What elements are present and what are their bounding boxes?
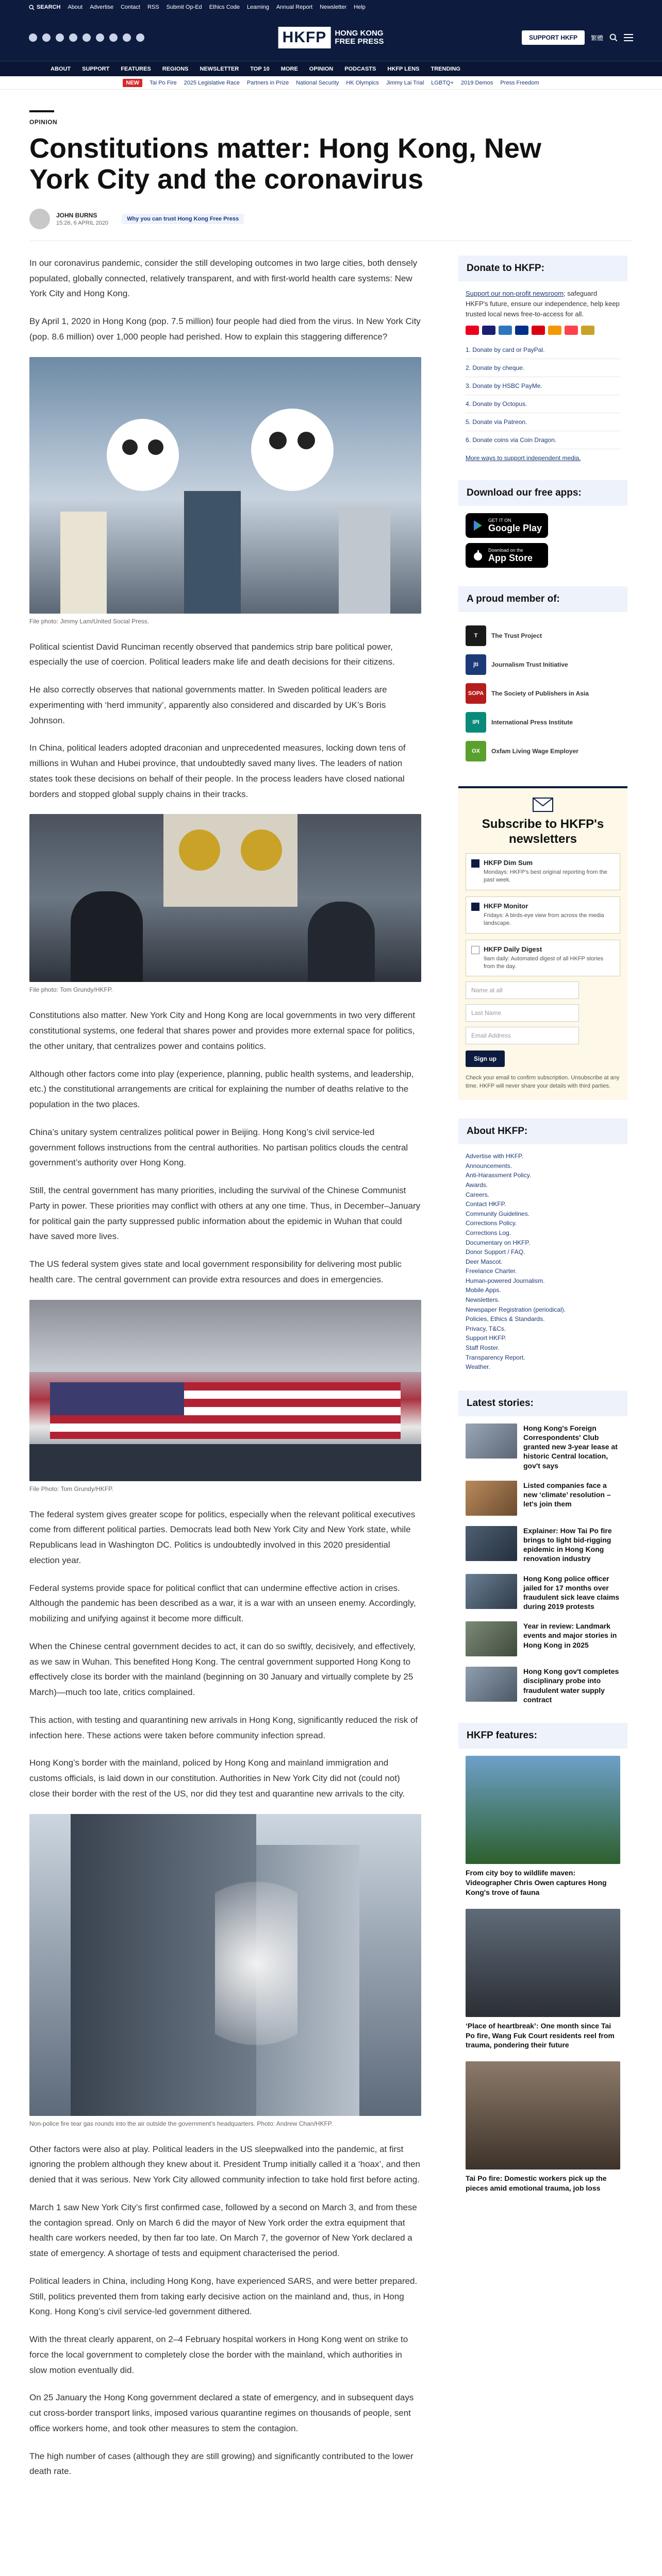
member-name: The Society of Publishers in Asia [491,690,589,698]
newsletter-note: Check your email to confirm subscription. Unsubscribe at any time. HKFP will never share your details with third parties. [466,1075,620,1090]
paragraph: March 1 saw New York City’s first confirmed case, followed by a second on March 3, and from these the contagion spread. Only on March 6 did the mayor of New York order the extra equipment that health care workers needed, by then far too late. On March 7, the governor of New York declared a state of emergency. A shortage of tests and equipment characterised the period. [29,2202,417,2259]
paragraph: Constitutions also matter. New York City and Hong Kong are local governments in two very different constitutional systems, one federal that shares power and provides more external space for politics, the other unitary, that centralizes power and contains politics. [29,1010,416,1051]
email-field[interactable]: Email Address [466,1027,579,1044]
option-desc: 9am daily: Automated digest of all HKFP stories from the day. [484,955,604,970]
member-item[interactable] [466,621,620,650]
member-item[interactable] [466,679,620,708]
new-badge: NEW [123,79,142,87]
trending-item[interactable]: Partners in Prize [246,79,289,86]
donate-option[interactable]: 5. Donate via Patreon. [466,413,620,431]
option-desc: Fridays: A birds-eye view from across the media landscape. [484,912,604,927]
paragraph: By April 1, 2020 in Hong Kong (pop. 7.5 million) four people had died from the virus. In New York City (pop. 8.6 million) over 1,000 people had perished. How to explain this staggering difference? [29,316,421,342]
linkedin-icon[interactable] [96,33,104,42]
about-link[interactable]: Newsletters. [466,1296,500,1304]
search-icon [29,5,35,10]
checkbox[interactable] [471,946,479,954]
about-heading: About HKFP: [458,1118,627,1144]
about-link[interactable]: Human-powered Journalism. [466,1277,545,1284]
article-figure [29,814,421,993]
top-link-submit-oped[interactable]: Submit Op-Ed [166,4,202,10]
feature-story[interactable] [458,1756,627,1897]
paragraph: Other factors were also at play. Political leaders in the US sleepwalked into the pandemic, at first ignoring the problem although they knew about it. President Trump initially called it a ‘hoax’, and then denied that it was serious. New York City allowed community infection to take hold first before acting. [29,2144,420,2185]
masthead [0,14,662,61]
paragraph: Political scientist David Runciman recently observed that pandemics strip bare political power, especially the use of coercion. Political leaders make life and death decisions for their citizens. [29,641,395,667]
app-store-big: App Store [488,552,533,563]
article-photo [29,1814,421,2116]
latest-story[interactable] [458,1574,627,1612]
top-link-learning[interactable]: Learning [247,4,269,10]
nav-opinion[interactable]: OPINION [309,65,334,72]
youtube-icon[interactable] [82,33,91,42]
story-thumbnail [466,1423,517,1459]
paragraph: This action, with testing and quarantining new arrivals in Hong Kong, significantly reduced the risk of infection here. These actions were taken before community infection spread. [29,1715,418,1740]
article-photo [29,1300,421,1481]
logo-name-line-2: FREE PRESS [335,37,384,46]
top-link-rss[interactable]: RSS [147,4,159,10]
about-link[interactable]: Donor Support / FAQ. [466,1248,525,1256]
oxfam-logo: OX [466,741,486,761]
option-name: HKFP Dim Sum [484,858,533,867]
about-link[interactable]: Documentary on HKFP. [466,1239,531,1246]
play-store-icon [472,519,484,532]
byline [29,209,633,229]
story-title[interactable]: Hong Kong's Foreign Correspondents' Club granted new 3-year lease at historic Central location, gov't says [523,1423,618,1470]
top-link-annual-report[interactable]: Annual Report [276,4,313,10]
envelope-icon [533,798,553,812]
paragraph: The federal system gives greater scope for politics, especially when the relevant political executives come from different political parties. Democrats lead both New York City and New York state, while Republicans lead in Washington DC. Politics is undoubtedly involved in this 2020 presidential election year. [29,1509,416,1565]
top-link-advertise[interactable]: Advertise [90,4,114,10]
visa-icon [482,326,495,335]
google-play-badge[interactable] [466,513,548,538]
nav-regions[interactable]: REGIONS [162,65,189,72]
trust-link[interactable]: Why you can trust Hong Kong Free Press [122,214,244,224]
trending-item[interactable]: LGBTQ+ [431,79,454,86]
story-title[interactable]: Hong Kong gov't completes disciplinary probe into fraudulent water supply contract [523,1667,619,1704]
paragraph: He also correctly observes that national governments matter. In Sweden political leaders are experimenting with ‘herd immunity’, apparently also considered and discarded by UK’s Boris Johnson. [29,685,387,725]
social-icons [29,33,144,42]
newsletter-widget [458,786,627,1100]
checkbox[interactable] [471,903,479,911]
latest-story[interactable] [458,1481,627,1516]
latest-story[interactable] [458,1667,627,1704]
checkbox[interactable] [471,859,479,868]
story-title[interactable]: Explainer: How Tai Po fire brings to light bid-rigging epidemic in Hong Kong renovation industry [523,1526,612,1563]
top-link-newsletter[interactable]: Newsletter [320,4,347,10]
feature-title[interactable]: Tai Po fire: Domestic workers pick up the pieces amid emotional trauma, job loss [466,2174,607,2193]
sidebar [458,256,627,2492]
article-figure [29,1814,421,2127]
top-link-contact[interactable]: Contact [121,4,140,10]
latest-heading: Latest stories: [458,1391,627,1416]
patreon-icon [565,326,578,335]
paragraph: Still, the central government has many priorities, including the survival of the Chinese Communist Party in power. These priorities may conflict with others at any one time. Thus, in December–January for political gain the party suppressed public information about the epidemic in Wuhan that could have saved more lives. [29,1185,421,1242]
twitter-icon[interactable] [29,33,37,42]
telegram-icon[interactable] [109,33,118,42]
facebook-icon[interactable] [42,33,51,42]
about-link[interactable]: Careers. [466,1191,490,1198]
threads-icon[interactable] [69,33,77,42]
trending-item[interactable]: Tai Po Fire [150,79,177,86]
trending-item[interactable]: Press Freedom [500,79,539,86]
donate-text [458,289,627,319]
instagram-icon[interactable] [56,33,64,42]
about-link[interactable]: Freelance Charter. [466,1267,517,1275]
paragraph: On 25 January the Hong Kong government declared a state of emergency, and in subsequent days cut cross-border transport links, imposed various quarantine regimes on thousands of people, sent office workers home, and took other measures to stem the contagion. [29,2393,414,2433]
trending-item[interactable]: National Security [296,79,339,86]
feature-image [466,1909,620,2017]
apple-icon [472,549,484,562]
paragraph: In China, political leaders adopted draconian and unprecedented measures, locking down tens of millions in Wuhan and Hubei province, that undoubtedly saved many lives. The leaders of nation states took these decisions on behalf of their people. In the process leaders have closed national borders and stopped global supply chains in their tracks. [29,743,406,799]
story-thumbnail [466,1574,517,1609]
latest-story[interactable] [458,1423,627,1470]
article-figure [29,1300,421,1493]
article-category[interactable]: OPINION [29,118,58,126]
more-ways-link[interactable]: More ways to support independent media. [466,454,581,462]
kicker-rule [29,110,54,112]
features-widget [458,1723,627,2193]
signup-button[interactable]: Sign up [466,1050,505,1067]
first-name-field[interactable]: Name at all [466,981,579,999]
feature-story[interactable] [458,1909,627,2050]
donate-option[interactable]: 2. Donate by cheque. [466,359,620,377]
search-label: SEARCH [37,4,61,10]
nav-top10[interactable]: TOP 10 [250,65,270,72]
paragraph: In our coronavirus pandemic, consider the still developing outcomes in two large cities, both densely populated, globally connected, relatively transparent, and with first-world health care systems: New York City and Hong Kong. [29,258,418,299]
app-store-small: Download on the [488,547,523,553]
apps-heading: Download our free apps: [458,480,627,506]
jti-logo: jti [466,654,486,675]
app-store-badge[interactable] [466,543,548,568]
newsletter-title: Subscribe to HKFP's newsletters [482,817,604,846]
nav-about[interactable]: ABOUT [51,65,71,72]
option-name: HKFP Monitor [484,902,528,910]
paragraph: Although other factors come into play (experience, planning, public health systems, and leadership, etc.) the constitutional arrangements are critical for explaining the number of deaths relative to the population in the two places. [29,1069,414,1110]
about-link[interactable]: Awards. [466,1181,488,1189]
features-heading: HKFP features: [458,1723,627,1749]
member-name: International Press Institute [491,719,573,726]
article-body [29,256,421,2492]
story-thumbnail [466,1621,517,1656]
donate-option[interactable]: 1. Donate by card or PayPal. [466,341,620,359]
top-link-ethics-code[interactable]: Ethics Code [209,4,240,10]
about-link[interactable]: Privacy, T&Cs. [466,1325,506,1332]
donate-option[interactable]: 4. Donate by Octopus. [466,395,620,413]
story-thumbnail [466,1667,517,1702]
menu-icon[interactable] [624,34,633,41]
story-title[interactable]: Hong Kong police officer jailed for 17 months over fraudulent sick leave claims during 2019 protests [523,1574,619,1611]
last-name-field[interactable]: Last Name [466,1004,579,1022]
story-title[interactable]: Year in review: Landmark events and major stories in Hong Kong in 2025 [523,1622,617,1649]
site-logo[interactable] [278,27,384,48]
story-title[interactable]: Listed companies face a new ‘climate’ resolution – let's join them [523,1481,611,1509]
member-name: Journalism Trust Initiative [491,661,568,669]
story-thumbnail [466,1526,517,1561]
nav-more[interactable]: MORE [280,65,298,72]
mastodon-icon[interactable] [123,33,131,42]
newsletter-option-digest[interactable] [466,940,620,977]
paragraph: China’s unitary system centralizes political power in Beijing. Hong Kong’s civil service-led government follows instructions from the central authorities. No partisan politics clouds the central government’s authority over Hong Kong. [29,1127,408,1168]
coin-icon [581,326,594,335]
donate-text-rest: ; safeguard HKFP's future, ensure our independence, help keep trusted local news free-to-access for all. [466,289,620,318]
member-name: Oxfam Living Wage Employer [491,748,578,755]
octopus-icon [548,326,561,335]
feature-image [466,2061,620,2170]
member-widget [458,586,627,768]
trending-bar [0,76,662,90]
author-avatar [29,209,50,229]
about-link[interactable]: Policies, Ethics & Standards. [466,1315,545,1323]
paragraph: The US federal system gives state and local government responsibility for delivering most public health care. The central government can provide extra resources and does in emergencies. [29,1259,402,1284]
about-link[interactable]: Deer Mascot. [466,1258,503,1265]
search-link[interactable] [29,4,60,10]
donate-widget [458,256,627,462]
amex-icon [499,326,512,335]
article-photo [29,814,421,982]
article-photo [29,357,421,614]
about-link[interactable]: Mobile Apps. [466,1286,501,1294]
logo-name [335,29,384,46]
about-link[interactable]: Transparency Report. [466,1353,525,1361]
donate-option[interactable]: 3. Donate by HSBC PayMe. [466,377,620,395]
donate-heading: Donate to HKFP: [458,256,627,281]
ipi-logo: IPI [466,712,486,733]
trending-item[interactable]: 2025 Legislative Race [184,79,240,86]
option-name: HKFP Daily Digest [484,945,542,953]
about-link[interactable]: Weather. [466,1363,490,1371]
member-item[interactable] [466,737,620,766]
donate-option[interactable]: 6. Donate coins via Coin Dragon. [466,431,620,449]
paragraph: When the Chinese central government decides to act, it can do so swiftly, decisively, and effectively, as we saw in Wuhan. This benefited Hong Kong. The central government supported Hong Kong to effectively close its border with the mainland (beginning on 30 January and virtually complete by 25 March)—much too late, critics complained. [29,1641,416,1698]
donate-link[interactable]: Support our non-profit newsroom [466,289,564,297]
trending-item[interactable]: HK Olympics [346,79,379,86]
nav-podcasts[interactable]: PODCASTS [344,65,376,72]
email-icon[interactable] [136,33,144,42]
paragraph: Political leaders in China, including Hong Kong, have experienced SARS, and were better prepared. Still, politics prevented them from taking early decisive action on the mainland and, thus, in Hong Kong. Hong Kong’s civil service-led government dithered. [29,2276,418,2317]
apps-widget [458,480,627,568]
about-link[interactable]: Corrections Policy. [466,1219,517,1227]
top-link-about[interactable]: About [68,4,83,10]
about-link[interactable]: Anti-Harassment Policy. [466,1172,532,1179]
feature-image [466,1756,620,1864]
paragraph: Hong Kong’s border with the mainland, policed by Hong Kong and mainland immigration and customs officials, is laid down in our constitution. Authorities in New York City did not (could not) close their border with the rest of the US, nor did they test and quarantine new arrivals to the city. [29,1758,405,1799]
nav-trending[interactable]: TRENDING [431,65,460,72]
search-icon[interactable] [609,33,618,42]
figure-caption: File Photo: Tom Grundy/HKFP. [29,1485,113,1493]
story-thumbnail [466,1481,517,1516]
top-link-help[interactable]: Help [354,4,366,10]
logo-name-line-1: HONG KONG [335,28,384,38]
about-link[interactable]: Announcements. [466,1162,512,1170]
google-play-small: GET IT ON [488,517,511,523]
main-nav [0,61,662,76]
paragraph: With the threat clearly apparent, on 2–4 February hospital workers in Hong Kong went on strike to force the local government to completely close the border with the mainland, which authorities in slow motion eventually did. [29,2334,408,2375]
about-link[interactable]: Contact HKFP. [466,1200,506,1208]
language-switch[interactable]: 繁體 [590,34,603,42]
feature-title[interactable]: ‘Place of heartbreak’: One month since Tai Po fire, Wang Fuk Court residents reel from trauma, pondering their future [466,2021,615,2049]
trust-project-logo: T [466,625,486,646]
newsletter-option-dimsum[interactable] [466,853,620,890]
payme-icon [532,326,545,335]
about-link[interactable]: Support HKFP. [466,1334,507,1342]
article-title: Constitutions matter: Hong Kong, New York City and the coronavirus [29,133,541,195]
nav-support[interactable]: SUPPORT [82,65,110,72]
member-item[interactable] [466,708,620,737]
payment-icons [458,319,627,341]
latest-story[interactable] [458,1621,627,1656]
article-figure [29,357,421,625]
trending-item[interactable]: Jimmy Lai Trial [386,79,424,86]
about-link[interactable]: Corrections Log. [466,1229,511,1236]
nav-features[interactable]: FEATURES [121,65,151,72]
about-link[interactable]: Newspaper Registration (periodical). [466,1306,566,1313]
trending-item[interactable]: 2019 Demos [461,79,493,86]
publish-date: 15:26, 6 APRIL 2020 [56,219,109,226]
figure-caption: Non-police fire tear gas rounds into the air outside the government’s headquarters. Photo: Andrew Chan/HKFP. [29,2120,333,2127]
member-heading: A proud member of: [458,586,627,612]
google-play-big: Google Play [488,522,542,533]
feature-story[interactable] [458,2061,627,2193]
figure-caption: File photo: Tom Grundy/HKFP. [29,986,113,994]
member-name: The Trust Project [491,632,542,640]
nav-newsletter[interactable]: NEWSLETTER [200,65,239,72]
latest-widget [458,1391,627,1704]
support-button[interactable]: SUPPORT HKFP [522,30,585,45]
paragraph: Federal systems provide space for political conflict that can undermine effective action in crises. Although the pandemic has been described as a war, it is a war with an unseen enemy. Accordingly, mobilizing and unifying against it become more difficult. [29,1583,416,1624]
newsletter-option-monitor[interactable] [466,896,620,934]
about-link[interactable]: Community Guidelines. [466,1210,530,1217]
mastercard-icon [466,326,479,335]
author-name[interactable]: JOHN BURNS [56,211,97,219]
paypal-icon [515,326,528,335]
latest-story[interactable] [458,1526,627,1564]
about-link[interactable]: Advertise with HKFP. [466,1153,523,1160]
about-link[interactable]: Staff Roster. [466,1344,500,1352]
feature-title[interactable]: From city boy to wildlife maven: Videographer Chris Owen captures Hong Kong's trove of fauna [466,1869,607,1896]
paragraph: The high number of cases (although they are still growing) and significantly contributed to the lower death rate. [29,2451,413,2477]
sopa-logo: SOPA [466,683,486,704]
logo-mark: HKFP [278,27,331,48]
member-item[interactable] [466,650,620,679]
figure-caption: File photo: Jimmy Lam/United Social Press. [29,617,150,625]
option-desc: Mondays: HKFP's best original reporting from the past week. [484,869,607,884]
top-bar [0,0,662,14]
about-widget [458,1118,627,1372]
nav-hkfp-lens[interactable]: HKFP LENS [387,65,420,72]
